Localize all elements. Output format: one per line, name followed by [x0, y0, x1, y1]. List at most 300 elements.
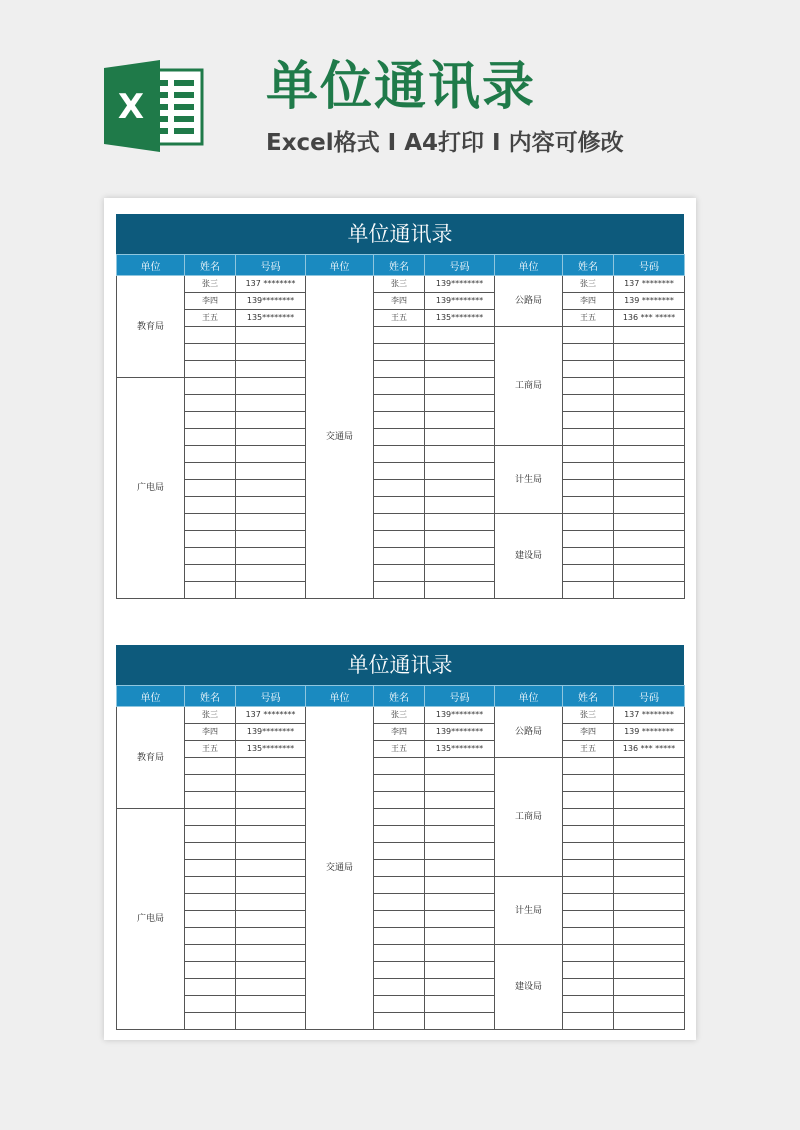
phone-cell[interactable] [425, 843, 495, 860]
phone-cell[interactable] [236, 928, 306, 945]
table-row [117, 344, 685, 361]
table-row [117, 565, 685, 582]
name-cell[interactable] [374, 582, 425, 599]
name-cell[interactable] [185, 877, 236, 894]
unit-cell[interactable]: 教育局 [117, 707, 185, 809]
name-cell[interactable] [374, 1013, 425, 1030]
phone-cell[interactable] [236, 996, 306, 1013]
name-cell[interactable] [563, 327, 614, 344]
phone-cell[interactable] [236, 775, 306, 792]
sheet-title: 单位通讯录 [116, 214, 684, 254]
phone-cell[interactable] [614, 962, 685, 979]
phone-cell[interactable] [236, 480, 306, 497]
name-cell[interactable] [374, 826, 425, 843]
name-cell[interactable]: 王五 [563, 310, 614, 327]
name-cell[interactable] [563, 463, 614, 480]
name-cell[interactable] [185, 344, 236, 361]
phone-cell[interactable]: 139******** [425, 724, 495, 741]
name-cell[interactable] [563, 514, 614, 531]
directory-table [116, 254, 685, 599]
table-row [117, 843, 685, 860]
excel-logo-icon [104, 60, 204, 152]
phone-cell[interactable]: 139******** [425, 293, 495, 310]
phone-cell[interactable] [614, 531, 685, 548]
name-cell[interactable] [563, 758, 614, 775]
name-cell[interactable] [563, 928, 614, 945]
phone-cell[interactable] [236, 979, 306, 996]
phone-cell[interactable] [236, 429, 306, 446]
phone-cell[interactable] [614, 826, 685, 843]
name-cell[interactable]: 李四 [185, 293, 236, 310]
name-cell[interactable] [185, 979, 236, 996]
phone-cell[interactable] [425, 361, 495, 378]
name-cell[interactable] [563, 378, 614, 395]
name-cell[interactable] [374, 843, 425, 860]
name-cell[interactable] [563, 860, 614, 877]
directory-table [116, 685, 685, 1030]
phone-cell[interactable] [236, 843, 306, 860]
table-row [117, 514, 685, 531]
name-cell[interactable] [563, 344, 614, 361]
table-row [117, 996, 685, 1013]
phone-cell[interactable]: 137 ******** [236, 707, 306, 724]
unit-cell[interactable]: 建设局 [495, 514, 563, 599]
phone-cell[interactable] [614, 860, 685, 877]
table-row [117, 1013, 685, 1030]
phone-cell[interactable] [425, 497, 495, 514]
phone-cell[interactable]: 135******** [236, 741, 306, 758]
phone-cell[interactable] [614, 412, 685, 429]
table-row [117, 276, 685, 293]
table-row [117, 911, 685, 928]
name-cell[interactable] [563, 565, 614, 582]
name-cell[interactable] [563, 877, 614, 894]
page-subtitle: Excel格式 I A4打印 I 内容可修改 [266, 130, 624, 156]
name-cell[interactable] [374, 327, 425, 344]
phone-cell[interactable] [614, 843, 685, 860]
phone-cell[interactable] [425, 429, 495, 446]
name-cell[interactable] [563, 582, 614, 599]
name-cell[interactable] [185, 809, 236, 826]
phone-cell[interactable] [236, 327, 306, 344]
name-cell[interactable]: 张三 [563, 707, 614, 724]
column-header: 号码 [236, 255, 306, 276]
column-header-row [117, 255, 685, 276]
name-cell[interactable] [185, 548, 236, 565]
unit-cell[interactable]: 计生局 [495, 877, 563, 945]
name-cell[interactable]: 李四 [374, 293, 425, 310]
name-cell[interactable] [374, 361, 425, 378]
name-cell[interactable] [563, 894, 614, 911]
table-row [117, 877, 685, 894]
phone-cell[interactable] [425, 945, 495, 962]
name-cell[interactable] [185, 860, 236, 877]
unit-cell[interactable]: 公路局 [495, 707, 563, 758]
directory-sheet [116, 645, 684, 1030]
phone-cell[interactable] [425, 894, 495, 911]
logo-letter: X [117, 87, 145, 127]
table-row [117, 327, 685, 344]
name-cell[interactable]: 张三 [374, 276, 425, 293]
phone-cell[interactable] [236, 463, 306, 480]
name-cell[interactable] [185, 582, 236, 599]
phone-cell[interactable]: 136 *** ***** [614, 310, 685, 327]
name-cell[interactable] [185, 911, 236, 928]
name-cell[interactable] [185, 792, 236, 809]
name-cell[interactable] [563, 996, 614, 1013]
name-cell[interactable] [374, 378, 425, 395]
phone-cell[interactable] [236, 548, 306, 565]
name-cell[interactable] [185, 996, 236, 1013]
phone-cell[interactable]: 139******** [425, 707, 495, 724]
name-cell[interactable] [563, 548, 614, 565]
name-cell[interactable] [374, 945, 425, 962]
phone-cell[interactable]: 139 ******** [614, 724, 685, 741]
phone-cell[interactable]: 137 ******** [614, 276, 685, 293]
name-cell[interactable] [374, 514, 425, 531]
table-row [117, 446, 685, 463]
name-cell[interactable] [374, 412, 425, 429]
name-cell[interactable]: 王五 [185, 310, 236, 327]
unit-cell[interactable]: 建设局 [495, 945, 563, 1030]
name-cell[interactable] [563, 843, 614, 860]
name-cell[interactable] [563, 775, 614, 792]
name-cell[interactable] [185, 378, 236, 395]
name-cell[interactable] [185, 894, 236, 911]
column-header: 号码 [425, 686, 495, 707]
phone-cell[interactable] [425, 514, 495, 531]
phone-cell[interactable] [236, 877, 306, 894]
unit-cell[interactable]: 教育局 [117, 276, 185, 378]
name-cell[interactable] [563, 792, 614, 809]
phone-cell[interactable] [236, 911, 306, 928]
table-row [117, 293, 685, 310]
name-cell[interactable] [563, 809, 614, 826]
name-cell[interactable]: 李四 [563, 293, 614, 310]
phone-cell[interactable] [614, 928, 685, 945]
table-row [117, 463, 685, 480]
name-cell[interactable] [563, 826, 614, 843]
unit-cell[interactable]: 计生局 [495, 446, 563, 514]
name-cell[interactable] [374, 463, 425, 480]
phone-cell[interactable] [425, 446, 495, 463]
name-cell[interactable] [185, 446, 236, 463]
name-cell[interactable] [563, 497, 614, 514]
phone-cell[interactable]: 136 *** ***** [614, 741, 685, 758]
phone-cell[interactable] [236, 395, 306, 412]
table-row [117, 310, 685, 327]
phone-cell[interactable] [425, 378, 495, 395]
name-cell[interactable] [563, 361, 614, 378]
phone-cell[interactable] [236, 826, 306, 843]
table-row [117, 894, 685, 911]
name-cell[interactable] [185, 463, 236, 480]
name-cell[interactable] [185, 758, 236, 775]
phone-cell[interactable] [614, 582, 685, 599]
phone-cell[interactable] [236, 1013, 306, 1030]
phone-cell[interactable] [614, 996, 685, 1013]
name-cell[interactable] [374, 395, 425, 412]
name-cell[interactable] [374, 911, 425, 928]
name-cell[interactable] [185, 497, 236, 514]
column-header: 姓名 [185, 255, 236, 276]
phone-cell[interactable] [425, 344, 495, 361]
name-cell[interactable]: 张三 [185, 707, 236, 724]
column-header: 号码 [614, 686, 685, 707]
page-header [0, 0, 800, 180]
phone-cell[interactable] [236, 531, 306, 548]
table-row [117, 945, 685, 962]
table-row [117, 531, 685, 548]
name-cell[interactable] [563, 429, 614, 446]
phone-cell[interactable]: 137 ******** [614, 707, 685, 724]
column-header: 单位 [117, 255, 185, 276]
name-cell[interactable] [374, 928, 425, 945]
phone-cell[interactable] [425, 979, 495, 996]
unit-cell[interactable]: 工商局 [495, 758, 563, 877]
table-row [117, 741, 685, 758]
phone-cell[interactable] [425, 911, 495, 928]
phone-cell[interactable] [614, 327, 685, 344]
name-cell[interactable] [185, 429, 236, 446]
name-cell[interactable]: 张三 [374, 707, 425, 724]
phone-cell[interactable] [425, 531, 495, 548]
unit-cell[interactable]: 广电局 [117, 378, 185, 599]
table-row [117, 979, 685, 996]
phone-cell[interactable] [614, 463, 685, 480]
unit-cell[interactable]: 交通局 [306, 707, 374, 1030]
name-cell[interactable] [563, 962, 614, 979]
name-cell[interactable] [185, 480, 236, 497]
phone-cell[interactable] [236, 565, 306, 582]
column-header: 号码 [425, 255, 495, 276]
name-cell[interactable] [563, 531, 614, 548]
name-cell[interactable] [374, 775, 425, 792]
phone-cell[interactable] [425, 565, 495, 582]
phone-cell[interactable]: 137 ******** [236, 276, 306, 293]
column-header: 姓名 [374, 686, 425, 707]
phone-cell[interactable] [614, 480, 685, 497]
phone-cell[interactable] [425, 792, 495, 809]
phone-cell[interactable] [236, 446, 306, 463]
table-row [117, 412, 685, 429]
phone-cell[interactable] [614, 877, 685, 894]
phone-cell[interactable] [614, 514, 685, 531]
name-cell[interactable] [563, 911, 614, 928]
name-cell[interactable] [185, 928, 236, 945]
phone-cell[interactable] [425, 962, 495, 979]
phone-cell[interactable] [614, 911, 685, 928]
phone-cell[interactable]: 135******** [236, 310, 306, 327]
name-cell[interactable] [374, 446, 425, 463]
name-cell[interactable] [185, 843, 236, 860]
phone-cell[interactable] [236, 378, 306, 395]
phone-cell[interactable] [425, 1013, 495, 1030]
phone-cell[interactable]: 135******** [425, 310, 495, 327]
phone-cell[interactable] [425, 463, 495, 480]
name-cell[interactable] [374, 894, 425, 911]
phone-cell[interactable] [236, 412, 306, 429]
name-cell[interactable] [185, 945, 236, 962]
phone-cell[interactable] [425, 395, 495, 412]
phone-cell[interactable]: 135******** [425, 741, 495, 758]
column-header: 姓名 [563, 255, 614, 276]
phone-cell[interactable] [614, 945, 685, 962]
name-cell[interactable] [185, 826, 236, 843]
phone-cell[interactable] [236, 758, 306, 775]
name-cell[interactable] [185, 412, 236, 429]
phone-cell[interactable] [425, 412, 495, 429]
name-cell[interactable] [374, 877, 425, 894]
table-row [117, 361, 685, 378]
unit-cell[interactable]: 广电局 [117, 809, 185, 1030]
phone-cell[interactable] [614, 979, 685, 996]
name-cell[interactable] [185, 775, 236, 792]
name-cell[interactable] [374, 497, 425, 514]
name-cell[interactable] [563, 1013, 614, 1030]
column-header: 姓名 [185, 686, 236, 707]
name-cell[interactable] [374, 792, 425, 809]
name-cell[interactable] [563, 480, 614, 497]
unit-cell[interactable]: 工商局 [495, 327, 563, 446]
unit-cell[interactable]: 公路局 [495, 276, 563, 327]
phone-cell[interactable] [425, 327, 495, 344]
phone-cell[interactable] [425, 480, 495, 497]
phone-cell[interactable] [236, 514, 306, 531]
name-cell[interactable] [185, 531, 236, 548]
column-header: 姓名 [563, 686, 614, 707]
table-row [117, 809, 685, 826]
phone-cell[interactable] [236, 894, 306, 911]
name-cell[interactable]: 李四 [185, 724, 236, 741]
column-header: 单位 [117, 686, 185, 707]
table-row [117, 826, 685, 843]
name-cell[interactable]: 李四 [563, 724, 614, 741]
table-row [117, 378, 685, 395]
name-cell[interactable] [185, 514, 236, 531]
column-header: 姓名 [374, 255, 425, 276]
table-row [117, 962, 685, 979]
directory-sheet [116, 214, 684, 599]
name-cell[interactable] [374, 480, 425, 497]
phone-cell[interactable] [425, 996, 495, 1013]
phone-cell[interactable] [614, 809, 685, 826]
name-cell[interactable] [374, 809, 425, 826]
phone-cell[interactable] [425, 877, 495, 894]
name-cell[interactable] [563, 979, 614, 996]
table-row [117, 792, 685, 809]
phone-cell[interactable] [614, 446, 685, 463]
phone-cell[interactable] [614, 758, 685, 775]
phone-cell[interactable] [425, 809, 495, 826]
phone-cell[interactable] [425, 775, 495, 792]
column-header: 号码 [236, 686, 306, 707]
name-cell[interactable] [185, 1013, 236, 1030]
name-cell[interactable] [185, 327, 236, 344]
name-cell[interactable] [374, 429, 425, 446]
phone-cell[interactable]: 139******** [236, 293, 306, 310]
name-cell[interactable] [563, 412, 614, 429]
table-row [117, 707, 685, 724]
name-cell[interactable] [374, 565, 425, 582]
phone-cell[interactable]: 139******** [425, 276, 495, 293]
name-cell[interactable]: 王五 [374, 310, 425, 327]
column-header: 号码 [614, 255, 685, 276]
table-row [117, 582, 685, 599]
name-cell[interactable] [563, 446, 614, 463]
phone-cell[interactable] [614, 395, 685, 412]
phone-cell[interactable] [236, 792, 306, 809]
name-cell[interactable] [374, 860, 425, 877]
name-cell[interactable] [185, 565, 236, 582]
phone-cell[interactable] [614, 565, 685, 582]
phone-cell[interactable] [236, 860, 306, 877]
phone-cell[interactable] [614, 361, 685, 378]
name-cell[interactable]: 王五 [185, 741, 236, 758]
column-header: 单位 [306, 255, 374, 276]
phone-cell[interactable] [614, 894, 685, 911]
name-cell[interactable]: 张三 [185, 276, 236, 293]
phone-cell[interactable] [425, 928, 495, 945]
phone-cell[interactable] [236, 582, 306, 599]
name-cell[interactable] [185, 962, 236, 979]
name-cell[interactable] [374, 962, 425, 979]
phone-cell[interactable]: 139******** [236, 724, 306, 741]
table-row [117, 497, 685, 514]
phone-cell[interactable] [614, 497, 685, 514]
name-cell[interactable] [374, 758, 425, 775]
table-row [117, 724, 685, 741]
phone-cell[interactable] [236, 344, 306, 361]
name-cell[interactable]: 王五 [563, 741, 614, 758]
phone-cell[interactable] [425, 826, 495, 843]
name-cell[interactable] [374, 531, 425, 548]
name-cell[interactable] [374, 344, 425, 361]
phone-cell[interactable] [614, 775, 685, 792]
phone-cell[interactable] [614, 429, 685, 446]
unit-cell[interactable]: 交通局 [306, 276, 374, 599]
name-cell[interactable] [374, 979, 425, 996]
column-header: 单位 [495, 255, 563, 276]
phone-cell[interactable] [614, 548, 685, 565]
name-cell[interactable] [374, 996, 425, 1013]
phone-cell[interactable] [614, 378, 685, 395]
table-row [117, 429, 685, 446]
phone-cell[interactable] [236, 497, 306, 514]
phone-cell[interactable] [236, 809, 306, 826]
phone-cell[interactable] [236, 962, 306, 979]
name-cell[interactable]: 李四 [374, 724, 425, 741]
phone-cell[interactable] [425, 582, 495, 599]
phone-cell[interactable] [425, 758, 495, 775]
name-cell[interactable] [563, 945, 614, 962]
name-cell[interactable] [563, 395, 614, 412]
phone-cell[interactable] [614, 792, 685, 809]
phone-cell[interactable] [425, 548, 495, 565]
phone-cell[interactable] [236, 945, 306, 962]
name-cell[interactable] [185, 361, 236, 378]
sheet-title: 单位通讯录 [116, 645, 684, 685]
phone-cell[interactable] [614, 344, 685, 361]
name-cell[interactable]: 张三 [563, 276, 614, 293]
name-cell[interactable]: 王五 [374, 741, 425, 758]
name-cell[interactable] [185, 395, 236, 412]
phone-cell[interactable]: 139 ******** [614, 293, 685, 310]
name-cell[interactable] [374, 548, 425, 565]
phone-cell[interactable] [614, 1013, 685, 1030]
phone-cell[interactable] [236, 361, 306, 378]
phone-cell[interactable] [425, 860, 495, 877]
